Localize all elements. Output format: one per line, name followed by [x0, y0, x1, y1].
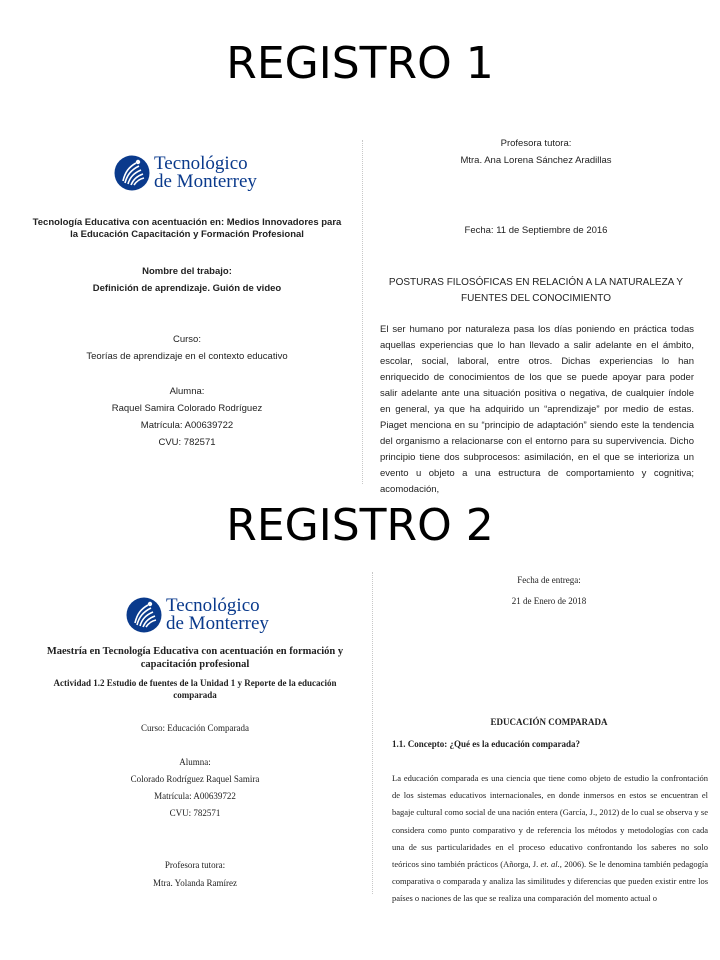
student-name-r1: Raquel Samira Colorado Rodríguez [111, 403, 263, 414]
tutor-name-r1: Mtra. Ana Lorena Sánchez Aradillas [460, 155, 612, 166]
student-label-r2: Alumna: [179, 757, 211, 767]
cvu-r1: CVU: 782571 [158, 437, 216, 448]
course-r2: Curso: Educación Comparada [141, 723, 249, 733]
course-r1: Teorías de aprendizaje en el contexto educativo [86, 351, 288, 362]
student-name-r2: Colorado Rodríguez Raquel Samira [130, 774, 260, 784]
cvu-r2: CVU: 782571 [169, 808, 221, 818]
tec-logo-r2 [126, 596, 269, 634]
logo-line-1: Tecnológico [154, 152, 248, 174]
activity-r2: Actividad 1.2 Estudio de fuentes de la Unidad 1 y Reporte de la educación comparada [53, 678, 337, 700]
page-divider-r1 [362, 140, 363, 484]
tec-logo-r1 [114, 154, 257, 192]
logo-line-1: Tecnológico [166, 594, 260, 616]
tutor-label-r2: Profesora tutora: [164, 860, 226, 870]
program-title-r2: Maestría en Tecnología Educativa con acentuación en formación y capacitación profesional [46, 646, 344, 670]
essay-body-r1: El ser humano por naturaleza pasa los días poniendo en práctica todas aquellas experiencias que lo han llevado a salir adelante en el ámbito, escolar, social, laboral, entre otros. Dichas experiencias lo han enriquecido de conocimientos de los que se puede apoyar para poder salir adelante ante una situación positiva o negativa, de cualquier índole en general, ya que ha adquirido un “aprendizaje” por medio de estas. Piaget menciona en su “principio de adaptación” siendo este la tendencia del organismo a relacionarse con el entorno para su supervivencia. Dicho principio tiene dos subprocesos: asimilación, en el que se interioriza un evento u objeto a una estructura de comportamiento y cognitiva; acomodación, [380, 324, 694, 495]
page-divider-r2 [372, 572, 373, 894]
date-label-r2: Fecha de entrega: [517, 575, 581, 585]
tec-seal-icon [114, 154, 150, 192]
essay-body-r2-part-1: La educación comparada es una ciencia que tiene como objeto de estudio la confrontación de los sistemas educativos internacionales, en donde inmersos en estos se encuentran el bagaje cultural como social de una nación entera (García, J., 2012) de lo cual se observa y se considera como punto comparativo y de referencia los métodos y metodologías con cada una de sus particularidades en el proceso educativo confrontando los saberes no solo teóricos sino también prácticos (Añorga, J. [392, 773, 708, 870]
work-title-r1: Definición de aprendizaje. Guión de video [92, 283, 282, 294]
tutor-name-r2: Mtra. Yolanda Ramírez [153, 878, 237, 888]
registro-1-heading: REGISTRO 1 [226, 38, 494, 89]
essay-body-r2-etal: et. al. [540, 859, 560, 870]
date-r1: Fecha: 11 de Septiembre de 2016 [464, 225, 608, 236]
matricula-r1: Matrícula: A00639722 [140, 420, 234, 431]
tutor-label-r1: Profesora tutora: [500, 138, 572, 149]
course-label-r1: Curso: [173, 334, 201, 345]
program-title-r1: Tecnología Educativa con acentuación en: Medios Innovadores para la Educación Capacitación y Formación Profesional [32, 217, 342, 240]
essay-title-r1: POSTURAS FILOSÓFICAS EN RELACIÓN A LA NATURALEZA Y FUENTES DEL CONOCIMIENTO [388, 277, 684, 304]
essay-body-r2 [392, 770, 708, 904]
matricula-r2: Matrícula: A00639722 [154, 791, 236, 801]
work-label-r1: Nombre del trabajo: [142, 266, 232, 277]
essay-body-r2-part-2: , 2006). Se le denomina también pedagogía comparativa o comparada y analiza las similitudes y diferencias que pueden existir entre los países o naciones de las que se realiza una comparación del momento actual o [392, 859, 708, 904]
date-r2: 21 de Enero de 2018 [511, 596, 587, 606]
logo-line-2: de Monterrey [154, 171, 257, 192]
logo-line-2: de Monterrey [166, 613, 269, 634]
tec-seal-icon [126, 596, 162, 634]
section-title-r2: EDUCACIÓN COMPARADA [490, 717, 608, 727]
registro-2-heading: REGISTRO 2 [226, 500, 494, 551]
student-label-r1: Alumna: [169, 386, 205, 397]
subsection-r2: 1.1. Concepto: ¿Qué es la educación comparada? [392, 739, 580, 749]
